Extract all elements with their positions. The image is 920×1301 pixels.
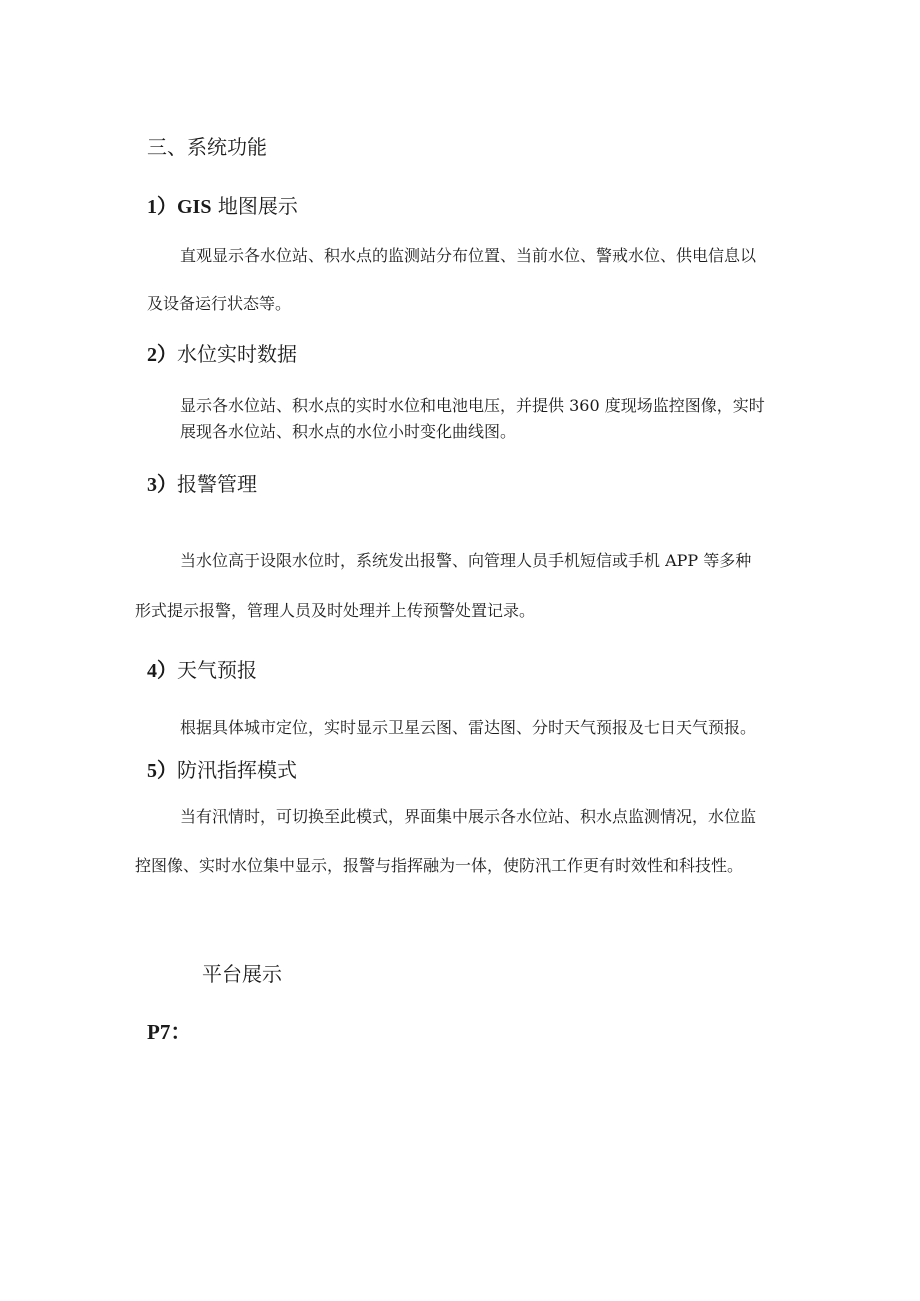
heading-gis-map	[147, 190, 298, 219]
heading-flood-command-mode	[147, 754, 297, 783]
paragraph-line: 展现各水位站、积水点的水位小时变化曲线图。	[180, 422, 517, 441]
paragraph-line: 直观显示各水位站、积水点的监测站分布位置、当前水位、警戒水位、供电信息以	[180, 246, 757, 265]
heading-number: 3）	[147, 474, 177, 496]
heading-alarm-management	[147, 468, 257, 497]
heading-title: 地图展示	[211, 194, 298, 218]
paragraph-line: 控图像、实时水位集中显示，报警与指挥融为一体，使防汛工作更有时效性和科技性。	[135, 856, 744, 875]
heading-title: 报警管理	[177, 472, 257, 496]
heading-title: 水位实时数据	[177, 342, 297, 366]
paragraph-line: 及设备运行状态等。	[147, 294, 292, 313]
heading-number: 4）	[147, 660, 177, 682]
paragraph-line: 根据具体城市定位，实时显示卫星云图、雷达图、分时天气预报及七日天气预报。	[180, 718, 757, 737]
heading-number: 5）	[147, 760, 177, 782]
platform-title: 平台展示	[202, 962, 282, 986]
heading-weather-forecast	[147, 654, 257, 683]
heading-number: 2）	[147, 344, 177, 366]
heading-latin: GIS	[177, 196, 212, 218]
paragraph-line: 当有汛情时，可切换至此模式，界面集中展示各水位站、积水点监测情况，水位监	[180, 807, 757, 826]
paragraph-line: 显示各水位站、积水点的实时水位和电池电压，并提供 360 度现场监控图像，实时	[180, 396, 765, 415]
heading-number: 1）	[147, 196, 177, 218]
section-title: 三、系统功能	[147, 135, 267, 159]
paragraph-line: 形式提示报警，管理人员及时处理并上传预警处置记录。	[135, 601, 536, 620]
heading-title: 天气预报	[177, 658, 257, 682]
heading-title: 防汛指挥模式	[177, 758, 297, 782]
heading-water-level-data	[147, 338, 297, 367]
page-label: P7：	[147, 1020, 192, 1044]
paragraph-line: 当水位高于设限水位时，系统发出报警、向管理人员手机短信或手机 APP 等多种	[180, 551, 752, 570]
